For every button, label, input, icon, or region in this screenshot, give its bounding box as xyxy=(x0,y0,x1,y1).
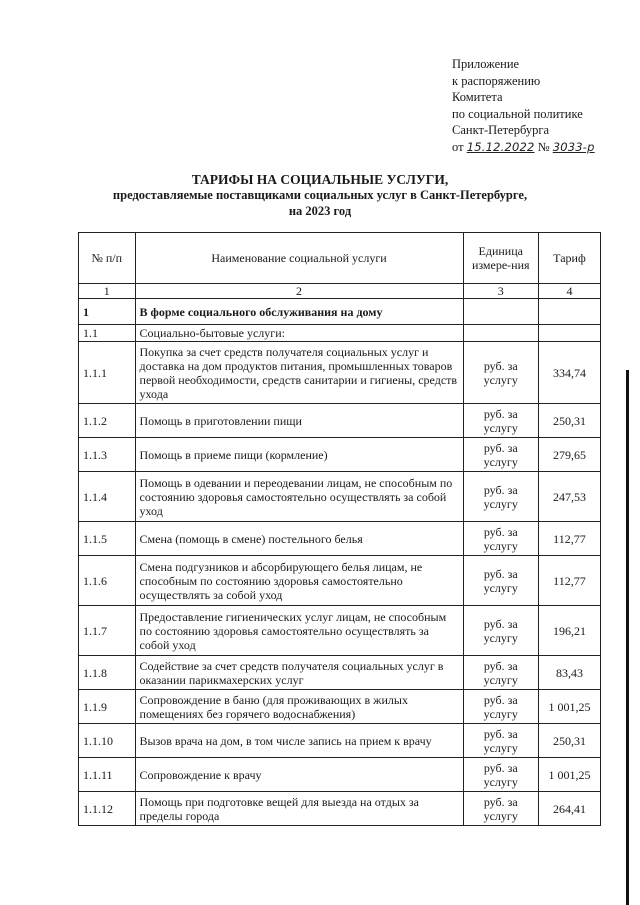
service-name: Содействие за счет средств получателя социальных услуг в оказании парикмахерских услуг xyxy=(135,656,463,690)
service-unit: руб. за услугу xyxy=(463,438,538,472)
service-name: Смена подгузников и абсорбирующего белья лицам, не способным по состоянию здоровья самостоятельно осуществлять за собой уход xyxy=(135,556,463,606)
subsection-number: 1.1 xyxy=(79,325,136,342)
service-tariff: 112,77 xyxy=(538,522,600,556)
service-number: 1.1.1 xyxy=(79,342,136,404)
service-tariff: 1 001,25 xyxy=(538,758,600,792)
subsection-row xyxy=(79,325,601,342)
service-name: Сопровождение в баню (для проживающих в жилых помещениях без горячего водоснабжения) xyxy=(135,690,463,724)
section-row xyxy=(79,299,601,325)
document-year: на 2023 год xyxy=(288,204,352,218)
header-unit: Единица измере-ния xyxy=(463,233,538,284)
service-unit: руб. за услугу xyxy=(463,724,538,758)
service-tariff: 334,74 xyxy=(538,342,600,404)
service-number: 1.1.12 xyxy=(79,792,136,826)
service-number: 1.1.11 xyxy=(79,758,136,792)
service-number: 1.1.2 xyxy=(79,404,136,438)
table-row xyxy=(79,438,601,472)
order-number: 3033-р xyxy=(552,139,595,154)
table-row xyxy=(79,556,601,606)
service-tariff: 250,31 xyxy=(538,404,600,438)
column-index: 1 xyxy=(79,284,136,299)
header-service-name: Наименование социальной услуги xyxy=(135,233,463,284)
service-number: 1.1.9 xyxy=(79,690,136,724)
table-row xyxy=(79,404,601,438)
section-name: В форме социального обслуживания на дому xyxy=(135,299,463,325)
header-number: № п/п xyxy=(79,233,136,284)
service-tariff: 196,21 xyxy=(538,606,600,656)
service-name: Предоставление гигиенических услуг лицам, не способным по состоянию здоровья самостоятельно осуществлять за собой уход xyxy=(135,606,463,656)
service-tariff: 247,53 xyxy=(538,472,600,522)
table-row xyxy=(79,342,601,404)
appendix-line: к распоряжению xyxy=(452,73,541,88)
service-number: 1.1.7 xyxy=(79,606,136,656)
service-name: Помощь в приготовлении пищи xyxy=(135,404,463,438)
table-row xyxy=(79,724,601,758)
service-number: 1.1.8 xyxy=(79,656,136,690)
number-sign: № xyxy=(537,139,550,154)
service-tariff: 112,77 xyxy=(538,556,600,606)
table-row xyxy=(79,758,601,792)
column-index: 2 xyxy=(135,284,463,299)
service-name: Помощь в одевании и переодевании лицам, не способным по состоянию здоровья самостоятельно осуществлять за собой уход xyxy=(135,472,463,522)
service-name: Смена (помощь в смене) постельного белья xyxy=(135,522,463,556)
service-unit: руб. за услугу xyxy=(463,758,538,792)
service-tariff: 83,43 xyxy=(538,656,600,690)
service-number: 1.1.5 xyxy=(79,522,136,556)
section-number: 1 xyxy=(79,299,136,325)
appendix-line: по социальной политике xyxy=(452,106,583,121)
column-index-row xyxy=(79,284,601,299)
date-prefix: от xyxy=(452,139,464,154)
service-tariff: 1 001,25 xyxy=(538,690,600,724)
service-name: Помощь при подготовке вещей для выезда на отдых за пределы города xyxy=(135,792,463,826)
service-number: 1.1.3 xyxy=(79,438,136,472)
appendix-block xyxy=(452,56,595,155)
service-tariff: 264,41 xyxy=(538,792,600,826)
table-row xyxy=(79,792,601,826)
service-name: Покупка за счет средств получателя социальных услуг и доставка на дом продуктов питания, промышленных товаров первой необходимости, средств санитарии и гигиены, средств ухода xyxy=(135,342,463,404)
appendix-date-line xyxy=(452,139,595,156)
scan-edge-line xyxy=(626,370,629,905)
service-tariff: 279,65 xyxy=(538,438,600,472)
table-row xyxy=(79,606,601,656)
table-row xyxy=(79,472,601,522)
table-row xyxy=(79,522,601,556)
service-unit: руб. за услугу xyxy=(463,792,538,826)
service-unit: руб. за услугу xyxy=(463,404,538,438)
column-index: 3 xyxy=(463,284,538,299)
service-number: 1.1.6 xyxy=(79,556,136,606)
header-tariff: Тариф xyxy=(538,233,600,284)
appendix-line: Приложение xyxy=(452,57,520,71)
service-name: Вызов врача на дом, в том числе запись на прием к врачу xyxy=(135,724,463,758)
service-unit: руб. за услугу xyxy=(463,606,538,656)
service-unit: руб. за услугу xyxy=(463,556,538,606)
table-row xyxy=(79,690,601,724)
service-number: 1.1.10 xyxy=(79,724,136,758)
service-unit: руб. за услугу xyxy=(463,522,538,556)
service-unit: руб. за услугу xyxy=(463,656,538,690)
service-number: 1.1.4 xyxy=(79,472,136,522)
table-header-row xyxy=(79,233,601,284)
table-row xyxy=(79,656,601,690)
appendix-line: Комитета xyxy=(452,90,503,104)
order-date: 15.12.2022 xyxy=(466,139,535,154)
service-unit: руб. за услугу xyxy=(463,690,538,724)
service-unit: руб. за услугу xyxy=(463,472,538,522)
service-unit: руб. за услугу xyxy=(463,342,538,404)
appendix-line: Санкт-Петербурга xyxy=(452,123,550,137)
service-name: Помощь в приеме пищи (кормление) xyxy=(135,438,463,472)
column-index: 4 xyxy=(538,284,600,299)
tariffs-table xyxy=(78,232,601,826)
document-title: ТАРИФЫ НА СОЦИАЛЬНЫЕ УСЛУГИ, xyxy=(191,172,449,187)
subsection-name: Социально-бытовые услуги: xyxy=(135,325,463,342)
document-subtitle: предоставляемые поставщиками социальных услуг в Санкт-Петербурге, xyxy=(112,188,528,202)
service-name: Сопровождение к врачу xyxy=(135,758,463,792)
service-tariff: 250,31 xyxy=(538,724,600,758)
